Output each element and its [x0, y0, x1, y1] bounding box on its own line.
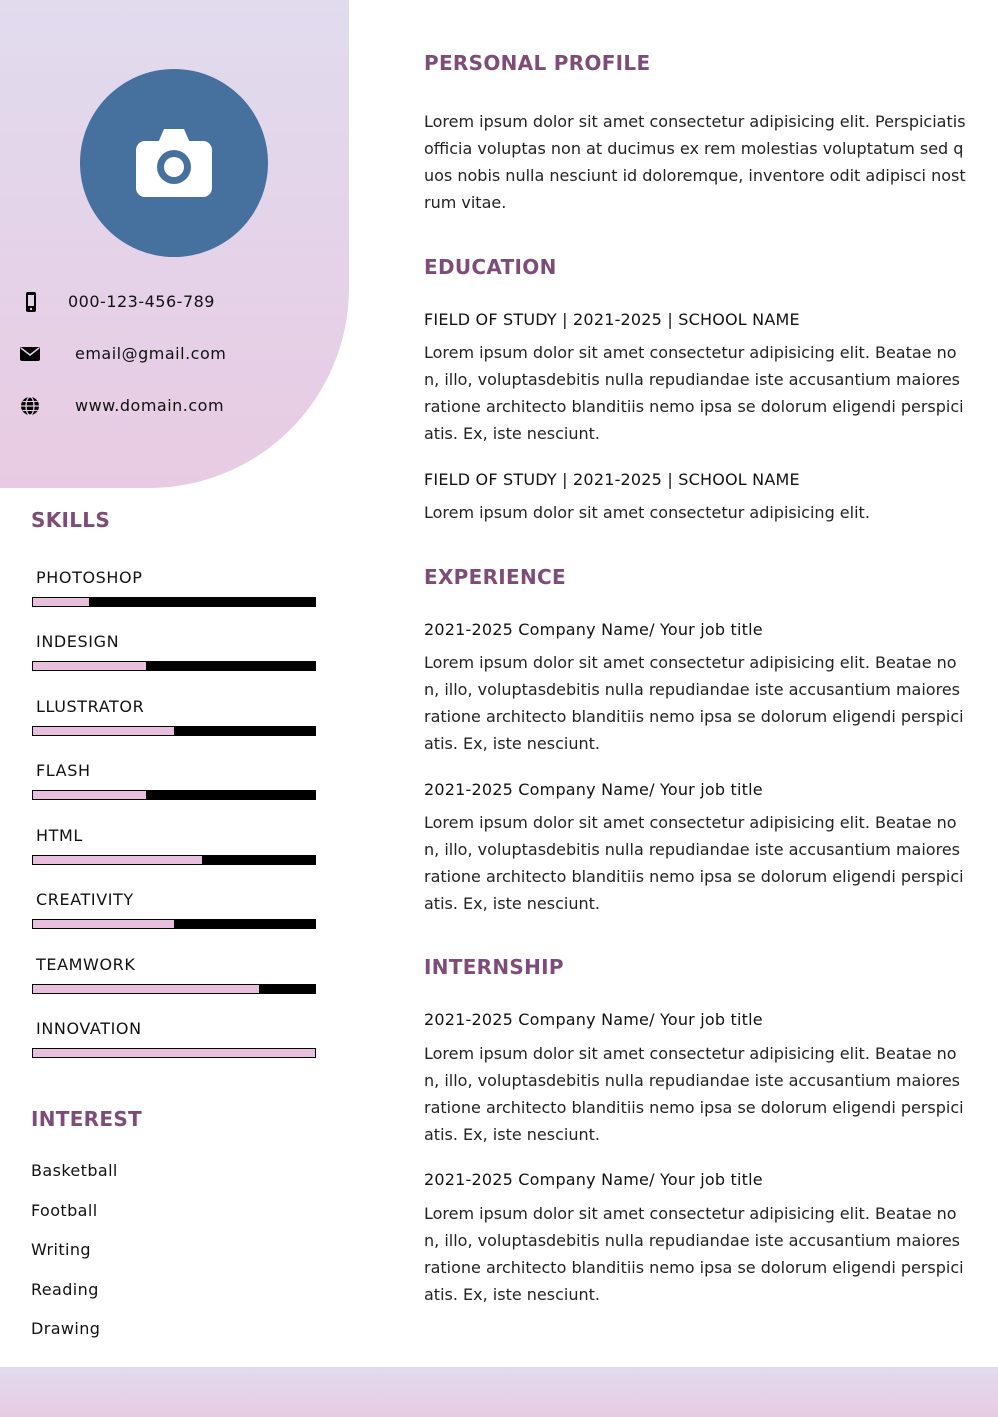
skill-bar: [32, 855, 316, 865]
interest-item: Writing: [31, 1240, 91, 1259]
skill-item: [31, 826, 317, 876]
camera-icon: [136, 127, 212, 197]
skill-item: [31, 632, 317, 682]
internship-heading: INTERNSHIP: [424, 955, 564, 979]
education-entry-title: FIELD OF STUDY | 2021-2025 | SCHOOL NAME: [424, 470, 800, 489]
experience-entry-title: 2021-2025 Company Name/ Your job title: [424, 620, 763, 639]
email-address[interactable]: email@gmail.com: [75, 344, 227, 363]
profile-heading: PERSONAL PROFILE: [424, 51, 651, 75]
website-url[interactable]: www.domain.com: [75, 396, 225, 415]
phone-number: 000-123-456-789: [68, 292, 215, 311]
interest-item: Basketball: [31, 1161, 118, 1180]
skill-bar-fill: [33, 1049, 315, 1057]
interest-item: Reading: [31, 1280, 99, 1299]
skill-bar-fill: [33, 662, 146, 670]
skill-item: [31, 955, 317, 1005]
skill-bar-fill: [33, 920, 174, 928]
experience-entry-text: Lorem ipsum dolor sit amet consectetur adipisicing elit. Beatae non, illo, voluptasdebitis nulla repudiandae iste accusantium maiores ratione architecto blanditiis nemo ipsa se dolorum eligendi perspiciatis. Ex, iste nesciunt.: [424, 653, 964, 753]
skill-item: [31, 1019, 317, 1069]
profile-photo-placeholder[interactable]: [80, 69, 268, 257]
skill-label: FLASH: [36, 761, 91, 780]
education-entry-title: FIELD OF STUDY | 2021-2025 | SCHOOL NAME: [424, 310, 800, 329]
skill-item: [31, 761, 317, 811]
skill-label: INNOVATION: [36, 1019, 142, 1038]
skill-bar-fill: [33, 985, 259, 993]
footer-band: [0, 1367, 998, 1417]
interest-item: Drawing: [31, 1319, 101, 1338]
globe-icon: [20, 395, 42, 417]
experience-entry-text: Lorem ipsum dolor sit amet consectetur adipisicing elit. Beatae non, illo, voluptasdebitis nulla repudiandae iste accusantium maiores ratione architecto blanditiis nemo ipsa se dolorum eligendi perspiciatis. Ex, iste nesciunt.: [424, 813, 964, 913]
contact-phone: [0, 287, 349, 317]
education-entry-text: Lorem ipsum dolor sit amet consectetur adipisicing elit. Beatae non, illo, voluptasdebitis nulla repudiandae iste accusantium maiores ratione architecto blanditiis nemo ipsa se dolorum eligendi perspiciatis. Ex, iste nesciunt.: [424, 343, 964, 443]
skill-label: INDESIGN: [36, 632, 120, 651]
phone-icon: [20, 291, 42, 313]
internship-entry-title: 2021-2025 Company Name/ Your job title: [424, 1170, 763, 1189]
interest-item: Football: [31, 1201, 98, 1220]
profile-text: Lorem ipsum dolor sit amet consectetur adipisicing elit. Perspiciatis officia voluptas non at ducimus ex rem molestias voluptatum sed quos nobis nulla nesciunt id doloremque, inventore odit adipisci nostrum vitae.: [424, 112, 966, 212]
skill-bar: [32, 597, 316, 607]
internship-entry-text: Lorem ipsum dolor sit amet consectetur adipisicing elit. Beatae non, illo, voluptasdebitis nulla repudiandae iste accusantium maiores ratione architecto blanditiis nemo ipsa se dolorum eligendi perspiciatis. Ex, iste nesciunt.: [424, 1044, 964, 1144]
contact-email: [0, 339, 349, 369]
skill-bar: [32, 1048, 316, 1058]
skill-label: CREATIVITY: [36, 890, 134, 909]
skill-bar: [32, 919, 316, 929]
skill-bar-fill: [33, 856, 202, 864]
skill-label: HTML: [36, 826, 83, 845]
skill-bar: [32, 984, 316, 994]
skill-bar-fill: [33, 727, 174, 735]
skill-item: [31, 697, 317, 747]
internship-entry-title: 2021-2025 Company Name/ Your job title: [424, 1010, 763, 1029]
skill-bar: [32, 726, 316, 736]
experience-entry-title: 2021-2025 Company Name/ Your job title: [424, 780, 763, 799]
envelope-icon: [20, 343, 42, 365]
sidebar-header-panel: [0, 0, 349, 488]
interest-heading: INTEREST: [31, 1107, 142, 1131]
skill-bar: [32, 661, 316, 671]
skill-bar-fill: [33, 598, 89, 606]
skill-bar-fill: [33, 791, 146, 799]
experience-heading: EXPERIENCE: [424, 565, 566, 589]
skill-label: LLUSTRATOR: [36, 697, 145, 716]
education-entry-text: Lorem ipsum dolor sit amet consectetur adipisicing elit.: [424, 503, 870, 522]
skill-item: [31, 890, 317, 940]
skill-label: TEAMWORK: [36, 955, 136, 974]
education-heading: EDUCATION: [424, 255, 557, 279]
contact-website: [0, 391, 349, 421]
skill-label: PHOTOSHOP: [36, 568, 143, 587]
skill-bar: [32, 790, 316, 800]
internship-entry-text: Lorem ipsum dolor sit amet consectetur adipisicing elit. Beatae non, illo, voluptasdebitis nulla repudiandae iste accusantium maiores ratione architecto blanditiis nemo ipsa se dolorum eligendi perspiciatis. Ex, iste nesciunt.: [424, 1204, 964, 1304]
skills-heading: SKILLS: [31, 508, 111, 532]
skill-item: [31, 568, 317, 618]
